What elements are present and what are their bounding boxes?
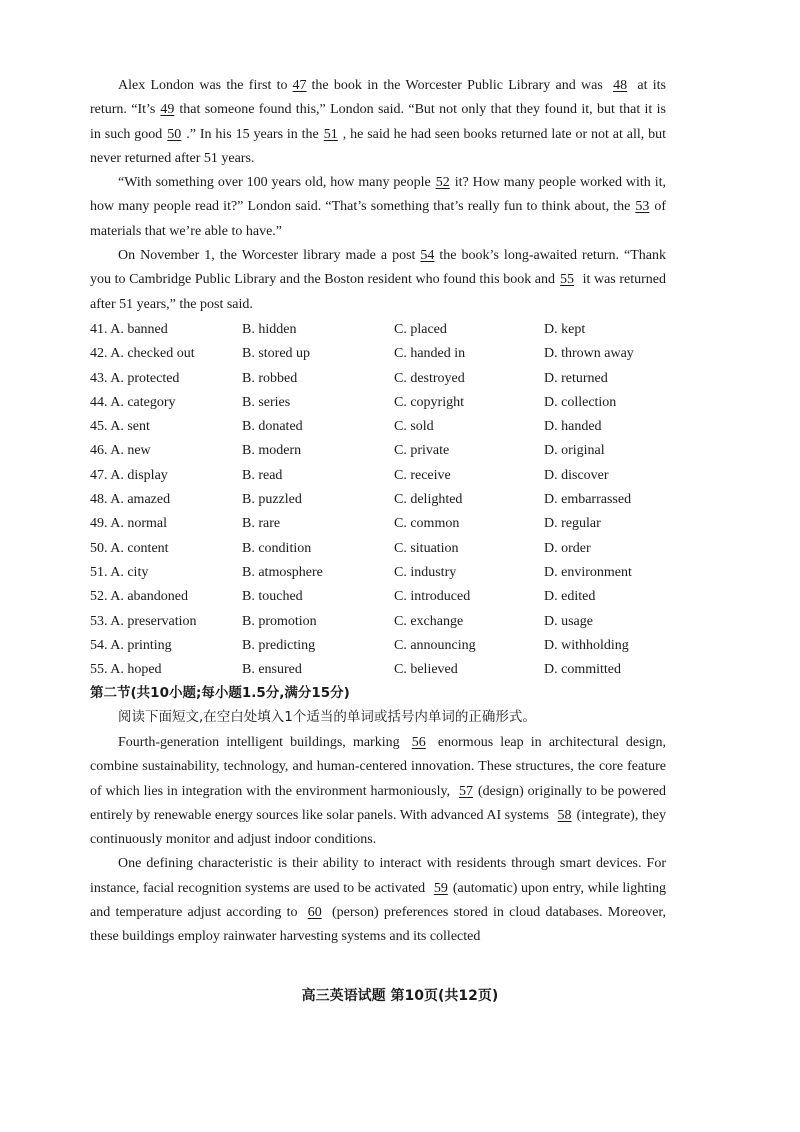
text-run: the book in the Worcester Public Library and was (311, 78, 609, 93)
option-choice: 44. A. category (90, 394, 176, 410)
option-choice: 46. A. new (90, 443, 151, 459)
option-choice: D. discover (544, 467, 609, 483)
option-choice: C. common (394, 516, 460, 532)
option-choice: B. puzzled (242, 492, 302, 508)
page-footer: 高三英语试题 第10页(共12页) (301, 988, 499, 1004)
option-choice: 43. A. protected (90, 370, 180, 386)
blank-number: 47 (292, 78, 307, 93)
option-row (90, 342, 670, 366)
passage-2 (90, 731, 666, 950)
option-choice: C. delighted (394, 492, 463, 508)
option-choice: B. atmosphere (242, 564, 323, 580)
option-choice: D. committed (544, 662, 621, 678)
option-choice: D. embarrassed (544, 492, 632, 508)
option-choice: B. donated (242, 419, 303, 435)
option-choice: B. series (242, 394, 291, 410)
passage-2-paragraph (90, 731, 666, 852)
option-choice: 48. A. amazed (90, 492, 171, 508)
blank-number: 60 (307, 905, 322, 921)
option-choice: B. read (242, 467, 283, 483)
option-choice: D. handed (544, 419, 602, 435)
option-choice: B. promotion (242, 613, 317, 629)
option-choice: 55. A. hoped (90, 662, 162, 678)
option-choice: B. touched (242, 589, 303, 605)
blank-number: 57 (458, 783, 473, 799)
option-choice: D. kept (544, 322, 586, 337)
option-row (90, 634, 670, 658)
passage-2-paragraph (90, 852, 666, 949)
option-choice: C. placed (394, 322, 447, 337)
option-row (90, 318, 670, 342)
blank-number: 58 (557, 807, 572, 823)
option-choice: B. predicting (242, 637, 316, 653)
text-run: it was returned after 51 years,” the post said. (90, 272, 666, 312)
option-choice: 41. A. banned (90, 322, 168, 337)
option-row (90, 367, 670, 391)
text-run: (person) preferences stored in cloud databases. Moreover, these buildings employ rainwater harvesting systems and its collected (90, 905, 667, 945)
option-row (90, 585, 670, 609)
option-row (90, 561, 670, 585)
option-choice: 47. A. display (90, 467, 168, 483)
text-run: Alex London was the first to (118, 78, 288, 93)
option-choice: C. sold (394, 419, 434, 435)
text-run: , he said he had seen books returned late or not at all, but never returned after 51 years. (90, 126, 666, 166)
blank-number: 52 (435, 175, 450, 191)
text-run: “With something over 100 years old, how many people (118, 175, 431, 191)
option-row (90, 464, 670, 488)
text-run: that someone found this,” London said. “But not only that they found it, but that it is in such good (90, 102, 666, 142)
option-choice: C. copyright (394, 394, 464, 410)
blank-number: 49 (160, 102, 175, 118)
option-choice: D. edited (544, 589, 596, 605)
option-choice: C. receive (394, 467, 451, 483)
text-run: On November 1, the Worcester library made a post (118, 248, 416, 264)
text-run: (automatic) upon entry, while lighting and temperature adjust according to (90, 880, 666, 921)
section-2-title: 第二节(共10小题;每小题1.5分,满分15分) (90, 685, 350, 701)
option-choice: D. environment (544, 564, 632, 580)
option-choice: D. regular (544, 516, 601, 532)
option-choice: B. stored up (242, 346, 311, 362)
options-table (90, 318, 670, 682)
option-choice: C. destroyed (394, 370, 465, 386)
passage-1-paragraph (90, 74, 666, 171)
option-choice: C. private (394, 443, 450, 459)
option-choice: B. condition (242, 540, 312, 556)
passage-1 (90, 74, 666, 317)
option-choice: 51. A. city (90, 564, 149, 580)
text-run: (integrate), they continuously monitor and adjust indoor conditions. (90, 807, 666, 848)
option-choice: B. hidden (242, 322, 297, 337)
text-run: of materials that we’re able to have.” (90, 199, 666, 239)
option-choice: 52. A. abandoned (90, 589, 188, 605)
option-choice: C. situation (394, 540, 459, 556)
option-choice: D. thrown away (544, 346, 634, 362)
blank-number: 48 (613, 78, 628, 93)
option-choice: D. withholding (544, 637, 629, 653)
option-row (90, 439, 670, 463)
option-row (90, 488, 670, 512)
option-choice: D. collection (544, 394, 617, 410)
option-choice: 49. A. normal (90, 516, 167, 532)
option-row (90, 537, 670, 561)
text-run: the book’s long-awaited return. “Thank you to Cambridge Public Library and the Boston resident who found this book and (90, 248, 666, 288)
text-run: enormous leap in architectural design, combine sustainability, technology, and human-centered innovation. These structures, the core feature of which lies in integration with the environment harmoniously, (90, 735, 666, 799)
text-run: at its return. “It’s (90, 78, 666, 118)
option-row (90, 391, 670, 415)
text-run: Fourth-generation intelligent buildings, marking (118, 735, 407, 750)
blank-number: 51 (323, 126, 338, 142)
option-choice: B. rare (242, 516, 281, 532)
option-choice: 45. A. sent (90, 419, 150, 435)
option-choice: 42. A. checked out (90, 346, 195, 362)
option-choice: B. robbed (242, 370, 298, 386)
option-choice: D. returned (544, 370, 608, 386)
passage-1-paragraph (90, 244, 666, 317)
option-choice: 50. A. content (90, 540, 169, 556)
text-run: One defining characteristic is their ability to interact with residents through smart devices. For instance, facial recognition systems are used to be activated (90, 856, 666, 896)
option-choice: C. announcing (394, 637, 476, 653)
passage-1-paragraph (90, 171, 666, 244)
blank-number: 53 (635, 199, 650, 215)
text-run: (design) originally to be powered entirely by renewable energy sources like solar panels. With advanced AI systems (90, 783, 666, 823)
option-choice: D. original (544, 443, 605, 459)
option-row (90, 512, 670, 536)
blank-number: 59 (433, 880, 448, 896)
option-choice: C. handed in (394, 346, 466, 362)
option-choice: B. modern (242, 443, 302, 459)
option-choice: D. order (544, 540, 591, 556)
option-row (90, 415, 670, 439)
option-choice: C. exchange (394, 613, 464, 629)
option-choice: 54. A. printing (90, 637, 172, 653)
option-choice: 53. A. preservation (90, 613, 197, 629)
option-choice: B. ensured (242, 662, 302, 678)
text-run: .” In his 15 years in the (186, 126, 319, 142)
blank-number: 55 (560, 272, 575, 288)
blank-number: 54 (420, 248, 435, 264)
option-row (90, 658, 670, 682)
blank-number: 50 (167, 126, 182, 142)
option-choice: C. introduced (394, 589, 471, 605)
option-choice: D. usage (544, 613, 593, 629)
option-choice: C. industry (394, 564, 457, 580)
blank-number: 56 (411, 735, 426, 750)
option-row (90, 610, 670, 634)
option-choice: C. believed (394, 662, 458, 678)
text-run: it? How many people worked with it, how many people read it?” London said. “That’s something that’s really fun to think about, the (90, 175, 667, 215)
section-2-instruction: 阅读下面短文,在空白处填入1个适当的单词或括号内单词的正确形式。 (118, 709, 536, 725)
